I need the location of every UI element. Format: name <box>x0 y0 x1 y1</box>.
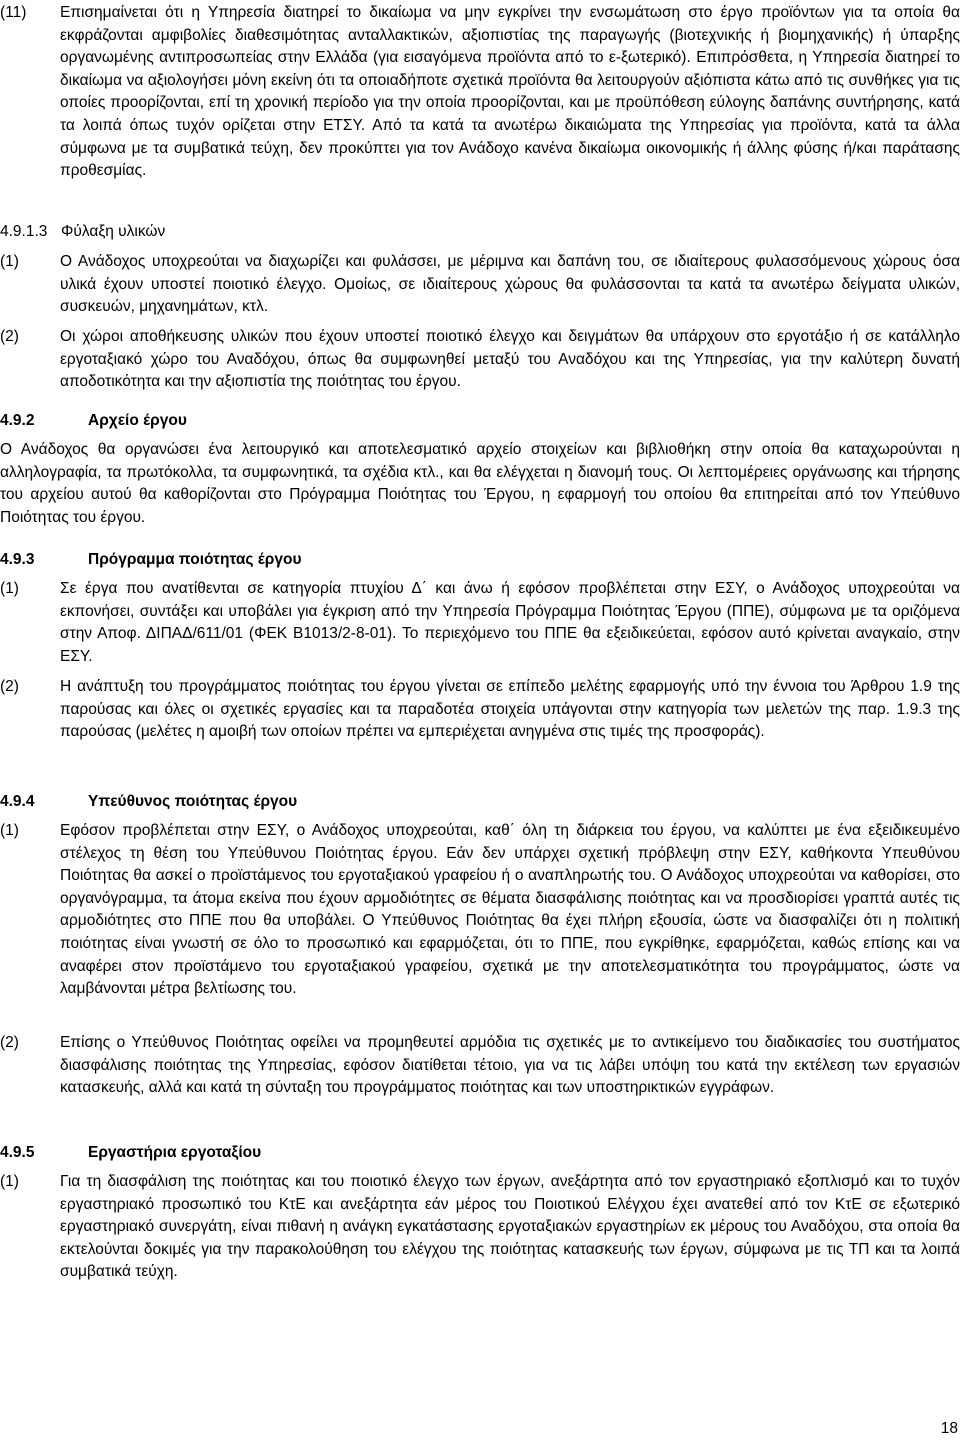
list-item <box>0 676 960 744</box>
item-number: (2) <box>0 1034 19 1051</box>
section-title: Εργαστήρια εργοταξίου <box>88 1144 262 1161</box>
section-title: Πρόγραμμα ποιότητας έργου <box>88 551 302 568</box>
section-number: 4.9.4 <box>0 793 35 810</box>
section-title: Υπεύθυνος ποιότητας έργου <box>88 793 298 810</box>
section-title: Φύλαξη υλικών <box>61 223 166 240</box>
section-paragraph: Ο Ανάδοχος θα οργανώσει ένα λειτουργικό και αποτελεσματικό αρχείο στοιχείων και βιβλιοθήκη στην οποία θα καταχωρούνται η αλληλογραφία, τα πρωτόκολλα, τα συμφωνητικά, τα σχέδια κτλ., και θα ελέγχεται η διανομή τους. Οι λεπτομέρειες οργάνωσης και τήρησης του αρχείου αυτού θα καθορίζονται στο Πρόγραμμα Ποιότητας του Έργου, η εφαρμογή του οποίου θα επιτηρείται από τον Υπεύθυνο Ποιότητας του έργου. <box>0 441 960 526</box>
item-text: Εφόσον προβλέπεται στην ΕΣΥ, ο Ανάδοχος υποχρεούται, καθ΄ όλη τη διάρκεια του έργου, να καλύπτει με ένα εξειδικευμένο στέλεχος τη θέση του Υπεύθυνου Ποιότητας έργου. Εάν δεν υπάρχει σχετική πρόβλεψη στην ΕΣΥ, καθήκοντα Υπευθύνου Ποιότητας θα ασκεί ο προϊστάμενος του εργοταξιακού γραφείου ή ο αναπληρωτής του. Ο Ανάδοχος υποχρεούται να καθορίσει, στο οργανόγραμμα, τα άτομα εκείνα που έχουν αρμοδιότητες σε θέματα διασφάλισης ποιότητας και να προσδιορίσει γραπτά αυτές τις αρμοδιότητες στο ΠΠΕ που θα υποβάλει. Ο Υπεύθυνος Ποιότητας θα έχει πλήρη εξουσία, ώστε να διασφαλίζει ότι η πολιτική ποιότητας είναι γνωστή σε όλο το προσωπικό και εφαρμόζεται, ότι το ΠΠΕ, που εγκρίθηκε, εφαρμόζεται, καθώς επίσης και να αναφέρει στον προϊστάμενο του εργοταξιακού γραφείου, σχετικά με την αποτελεσματικότητα του προγράμματος, ώστε να λαμβάνονται μέτρα βελτίωσης του. <box>60 822 960 998</box>
section-number: 4.9.5 <box>0 1144 35 1161</box>
section-title: Αρχείο έργου <box>88 412 187 429</box>
section-number: 4.9.1.3 <box>0 223 48 240</box>
list-item <box>0 326 960 394</box>
item-number: (1) <box>0 580 19 597</box>
section-number: 4.9.2 <box>0 412 35 429</box>
item-text: Οι χώροι αποθήκευσης υλικών που έχουν υποστεί ποιοτικό έλεγχο και δειγμάτων θα υπάρχουν στο εργοτάξιο ή σε κατάλληλο εργοταξιακό χώρο του Αναδόχου, όπως θα συμφωνηθεί μεταξύ του Αναδόχου και της Υπηρεσίας, για την καλύτερη δυνατή αποδοτικότητα και την αξιοπιστία της ποιότητας του έργου. <box>60 328 960 391</box>
item-text: Επίσης ο Υπεύθυνος Ποιότητας οφείλει να προμηθευτεί αρμόδια τις σχετικές με το αντικείμενο του διαδικασίες του συστήματος διασφάλισης ποιότητας της Υπηρεσίας, εφόσον διατίθεται τέτοιο, για να τις λάβει υπόψη του κατά την εκτέλεση των εργασιών κατασκευής, αλλά και κατά τη σύνταξη του προγράμματος ποιότητας και των υποστηρικτικών εγγράφων. <box>60 1034 960 1097</box>
list-item <box>0 1171 960 1284</box>
item-number: (1) <box>0 253 19 270</box>
item-number: (1) <box>0 822 19 839</box>
paragraph-11 <box>0 2 960 183</box>
item-number: (1) <box>0 1173 19 1190</box>
list-item <box>0 1032 960 1100</box>
item-number: (2) <box>0 328 19 345</box>
item-text: Η ανάπτυξη του προγράμματος ποιότητας του έργου γίνεται σε επίπεδο μελέτης εφαρμογής υπό την έννοια του Άρθρου 1.9 της παρούσας και όλες οι σχετικές εργασίες και τα παραδοτέα στοιχεία υπάγονται στην κατηγορία των μελετών της παρ. 1.9.3 της παρούσας (μελέτες η αμοιβή των οποίων πρέπει να εμπεριέχεται ανηγμένα στις τιμές της προσφοράς). <box>60 678 960 741</box>
page-number: 18 <box>940 1420 958 1437</box>
list-item <box>0 251 960 319</box>
item-text: Σε έργα που ανατίθενται σε κατηγορία πτυχίου Δ΄ και άνω ή εφόσον προβλέπεται στην ΕΣΥ, ο Ανάδοχος υποχρεούται να εκπονήσει, συντάξει και υποβάλει για έγκριση από την Υπηρεσία Πρόγραμμα Ποιότητας Έργου (ΠΠΕ), σύμφωνα με τα οριζόμενα στην Αποφ. ΔΙΠΑΔ/611/01 (ΦΕΚ Β1013/2-8-01). Το περιεχόμενο του ΠΠΕ θα εξειδικεύεται, εφόσον αυτό κρίνεται αναγκαίο, στην ΕΣΥ. <box>60 580 960 665</box>
list-item <box>0 578 960 668</box>
item-text: Επισημαίνεται ότι η Υπηρεσία διατηρεί το δικαίωμα να μην εγκρίνει την ενσωμάτωση στο έργο προϊόντων για τα οποία θα εκφράζονται αμφιβολίες διαθεσιμότητας ανταλλακτικών, αξιοπιστίας της παραγωγής (βιοτεχνικής ή βιομηχανικής) ή ύπαρξης οργανωμένης αντιπροσωπείας στην Ελλάδα (για εισαγόμενα προϊόντα από το ε-ξωτερικό). Επιπρόσθετα, η Υπηρεσία διατηρεί το δικαίωμα να αξιολογήσει μόνη εκείνη ότι τα οποιαδήποτε σχετικά προϊόντα θα λειτουργούν αξιόπιστα κάτω από τις συνθήκες για τις οποίες προορίζονται, επί τη χρονική περίοδο για την οποία προορίζονται, και με προϋπόθεση εύλογης δαπάνης συντήρησης, κατά τα λοιπά όπως τυχόν ορίζεται στην ΕΤΣΥ. Από τα κατά τα ανωτέρω δικαιώματα της Υπηρεσίας για προϊόντα, κατά τα άλλα σύμφωνα με τα συμβατικά τεύχη, δεν προκύπτει για τον Ανάδοχο κανένα δικαίωμα οικονομικής ή άλλης φύσης ή/και παράτασης προθεσμίας. <box>60 4 960 180</box>
item-number: (2) <box>0 678 19 695</box>
section-number: 4.9.3 <box>0 551 35 568</box>
item-number: (11) <box>0 4 27 21</box>
list-item <box>0 820 960 1001</box>
item-text: Ο Ανάδοχος υποχρεούται να διαχωρίζει και φυλάσσει, με μέριμνα και δαπάνη του, σε ιδιαίτερους φυλασσόμενους χώρους όσα υλικά έχουν υποστεί ποιοτικό έλεγχο. Ομοίως, σε ιδιαίτερους χώρους θα φυλάσσονται τα κατά τα ανωτέρω δείγματα υλικών, συσκευών, μηχανημάτων, κτλ. <box>60 253 960 316</box>
item-text: Για τη διασφάλιση της ποιότητας και του ποιοτικό έλεγχο των έργων, ανεξάρτητα από τον εργαστηριακό εξοπλισμό και το τυχόν εργαστηριακό προσωπικό του ΚτΕ και ανεξάρτητα εάν μέρος του Ποιοτικού Ελέγχου έχει ανατεθεί από τον ΚτΕ σε εξωτερικό εργαστηριακό συνεργάτη, είναι πιθανή η ανάγκη εγκατάστασης εργοταξιακών εργαστηρίων εκ μέρους του Αναδόχου, στα οποία θα εκτελούνται δοκιμές για την παρακολούθηση του ελέγχου της ποιότητας κατασκευής των έργων, σύμφωνα με τις ΤΠ και τα λοιπά συμβατικά τεύχη. <box>60 1173 960 1281</box>
